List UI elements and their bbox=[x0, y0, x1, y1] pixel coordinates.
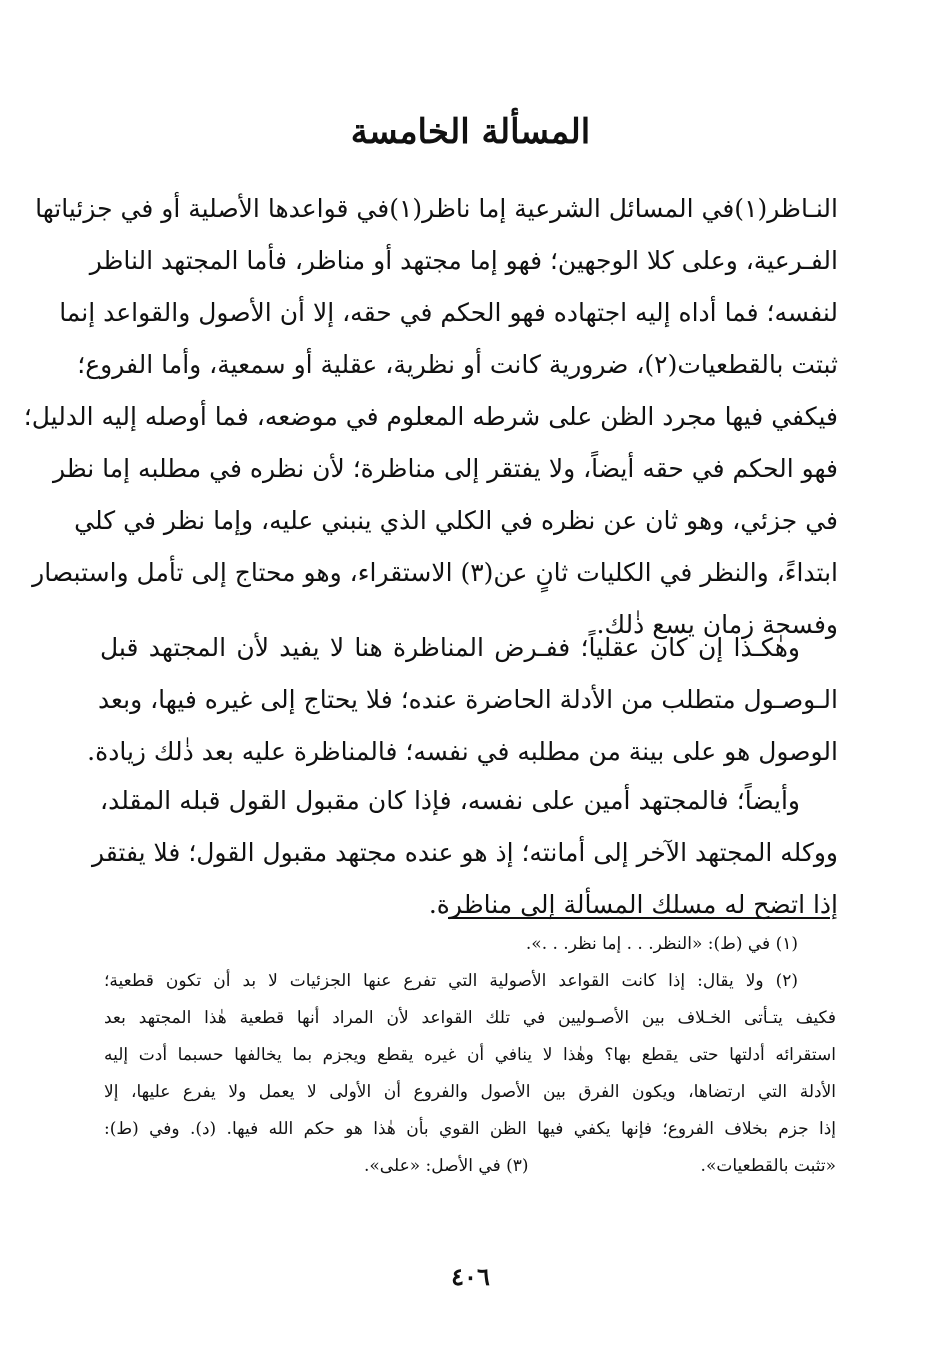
footnote-separator bbox=[448, 917, 830, 919]
footnote-2-line: «تثبت بالقطعيات». bbox=[700, 1156, 836, 1176]
text-line: ووكله المجتهد الآخر إلى أمانته؛ إذ هو عنده مجتهد مقبول القول؛ فلا يفتقر bbox=[91, 838, 838, 867]
text-line: وأيضاً؛ فالمجتهد أمين على نفسه، فإذا كان مقبول القول قبله المقلد، bbox=[100, 786, 800, 815]
footnotes bbox=[104, 926, 836, 1185]
text-line: الـوصـول متطلب من الأدلة الحاضرة عنده؛ فلا يحتاج إلى غيره فيها، وبعد bbox=[97, 685, 838, 714]
footnote-2-line: إذا جزم بخلاف الفروع؛ فإنها يكفي فيها الظن القوي بأن هٰذا هو حكم الله فيها. (د). وفي (ط): bbox=[104, 1119, 836, 1139]
footnote-last-line bbox=[104, 1148, 836, 1185]
footnote-2-line: الأدلة التي ارتضاها، ويكون الفرق بين الأصول والفروع أن الأولى لا يعمل ولا يفرع عليها، إلا bbox=[104, 1082, 836, 1102]
section-title: المسألة الخامسة bbox=[350, 112, 591, 152]
text-line: ثبتت بالقطعيات(٢)، ضرورية كانت أو نظرية، عقلية أو سمعية، وأما الفروع؛ bbox=[77, 350, 838, 379]
text-line: وهٰكـذا إن كان عقلياً؛ ففـرض المناظرة هنا لا يفيد لأن المجتهد قبل bbox=[100, 633, 800, 662]
footnote-2-line: (٢) ولا يقال: إذا كانت القواعد الأصولية التي تفرع عنها الجزئيات لا بد أن تكون قطعية؛ bbox=[104, 971, 798, 991]
text-line: ابتداءً، والنظر في الكليات ثانٍ عن(٣) الاستقراء، وهو محتاج إلى تأمل واستبصار bbox=[32, 558, 838, 587]
text-line: لنفسه؛ فما أداه إليه اجتهاده فهو الحكم في حقه، إلا أن الأصول والقواعد إنما bbox=[59, 298, 838, 327]
paragraph-3 bbox=[91, 775, 838, 931]
text-line: النـاظر(١)في المسائل الشرعية إما ناظر(١)في قواعدها الأصلية أو في جزئياتها bbox=[35, 194, 838, 223]
text-line: في جزئي، وهو ثان عن نظره في الكلي الذي ينبني عليه، وإما نظر في كلي bbox=[74, 506, 838, 535]
text-line: الفـرعية، وعلى كلا الوجهين؛ فهو إما مجتهد أو مناظر، فأما المجتهد الناظر bbox=[89, 246, 838, 275]
paragraph-2 bbox=[87, 622, 838, 778]
text-line: فيكفي فيها مجرد الظن على شرطه المعلوم في موضعه، فما أوصله إليه الدليل؛ bbox=[23, 402, 838, 431]
text-line: إذا اتضح له مسلك المسألة إلى مناظرة. bbox=[428, 890, 838, 919]
footnote-2-line: استقرائه أدلتها حتى يقطع بها؟ وهٰذا لا ينافي أن غيره يقطع ويجزم بما يخالفها حسبما أدت إليه bbox=[104, 1045, 836, 1065]
text-line: فهو الحكم في حقه أيضاً، ولا يفتقر إلى مناظرة؛ لأن نظره في مطلبه إما نظر bbox=[52, 454, 838, 483]
footnote-1: (١) في (ط): «النظر. . . إما نظر. . .». bbox=[525, 934, 798, 954]
footnote-2-line: فكيف يتـأتى الخـلاف بين الأصـوليين في تلك القواعد لأن المراد أنها قطعية هٰذا المجتهد بعد bbox=[104, 1008, 836, 1028]
text-line: وفسحة زمان يسع ذٰلك. bbox=[596, 610, 838, 639]
page-number: ٤٠٦ bbox=[451, 1262, 490, 1291]
footnote-3: (٣) في الأصل: «على». bbox=[364, 1156, 529, 1176]
paragraph-1 bbox=[23, 183, 838, 651]
text-line: الوصول هو على بينة من مطلبه في نفسه؛ فالمناظرة عليه بعد ذٰلك زيادة. bbox=[87, 737, 838, 766]
